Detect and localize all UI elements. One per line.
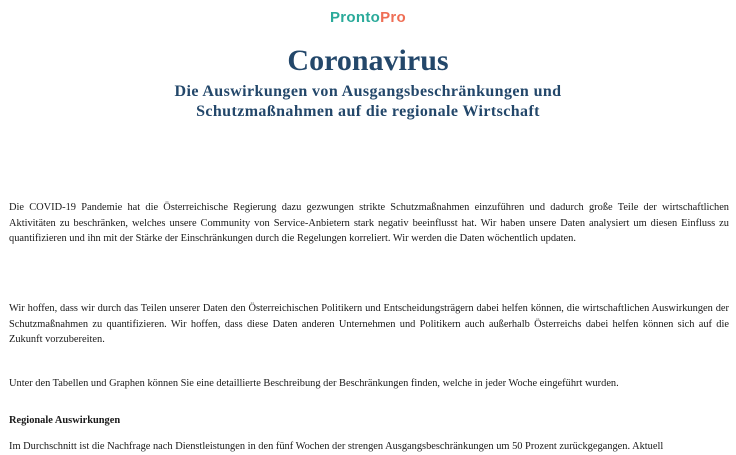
tables-paragraph: Unter den Tabellen und Graphen können Sie eine detaillierte Beschreibung der Beschränkungen finden, welche in jeder Woche eingeführt wurden.	[9, 378, 619, 389]
hope-paragraph: Wir hoffen, dass wir durch das Teilen unserer Daten den Österreichischen Politikern und Entscheidungsträgern dabei helfen können, die wirtschaftlichen Auswirkungen der Schutzmaßnahmen zu quantifizieren. Wir hoffen, dass diese Daten anderen Unternehmen und Politikern auch außerhalb Österreichs dabei helfen können sich auf die Zukunft vorzubereiten.	[9, 303, 729, 345]
regional-impact-paragraph: Im Durchschnitt ist die Nachfrage nach Dienstleistungen in den fünf Wochen der strengen Ausgangsbeschränkungen um 50 Prozent zurückgegangen. Aktuell	[9, 441, 664, 452]
subtitle-line-2: Schutzmaßnahmen auf die regionale Wirtschaft	[196, 103, 540, 120]
subtitle-line-1: Die Auswirkungen von Ausgangsbeschränkungen und	[174, 83, 562, 100]
page-subtitle	[0, 82, 736, 122]
logo-part-pronto: Pronto	[329, 9, 381, 26]
regional-impact-heading: Regionale Auswirkungen	[9, 415, 121, 426]
page-title: Coronavirus	[287, 44, 449, 77]
prontopro-logo[interactable]	[0, 9, 736, 27]
logo-part-pro: Pro	[380, 9, 407, 26]
intro-paragraph: Die COVID-19 Pandemie hat die Österreichische Regierung dazu gezwungen strikte Schutzmaßnahmen einzuführen und dadurch große Teile der wirtschaftlichen Aktivitäten zu beschränken, welches unsere Community von Service-Anbietern stark negativ beeinflusst hat. Wir haben unsere Daten analysiert um diesen Einfluss zu quantifizieren und ihn mit der Stärke der Einschränkungen durch die Regelungen korreliert. Wir werden die Daten wöchentlich updaten.	[9, 202, 729, 244]
